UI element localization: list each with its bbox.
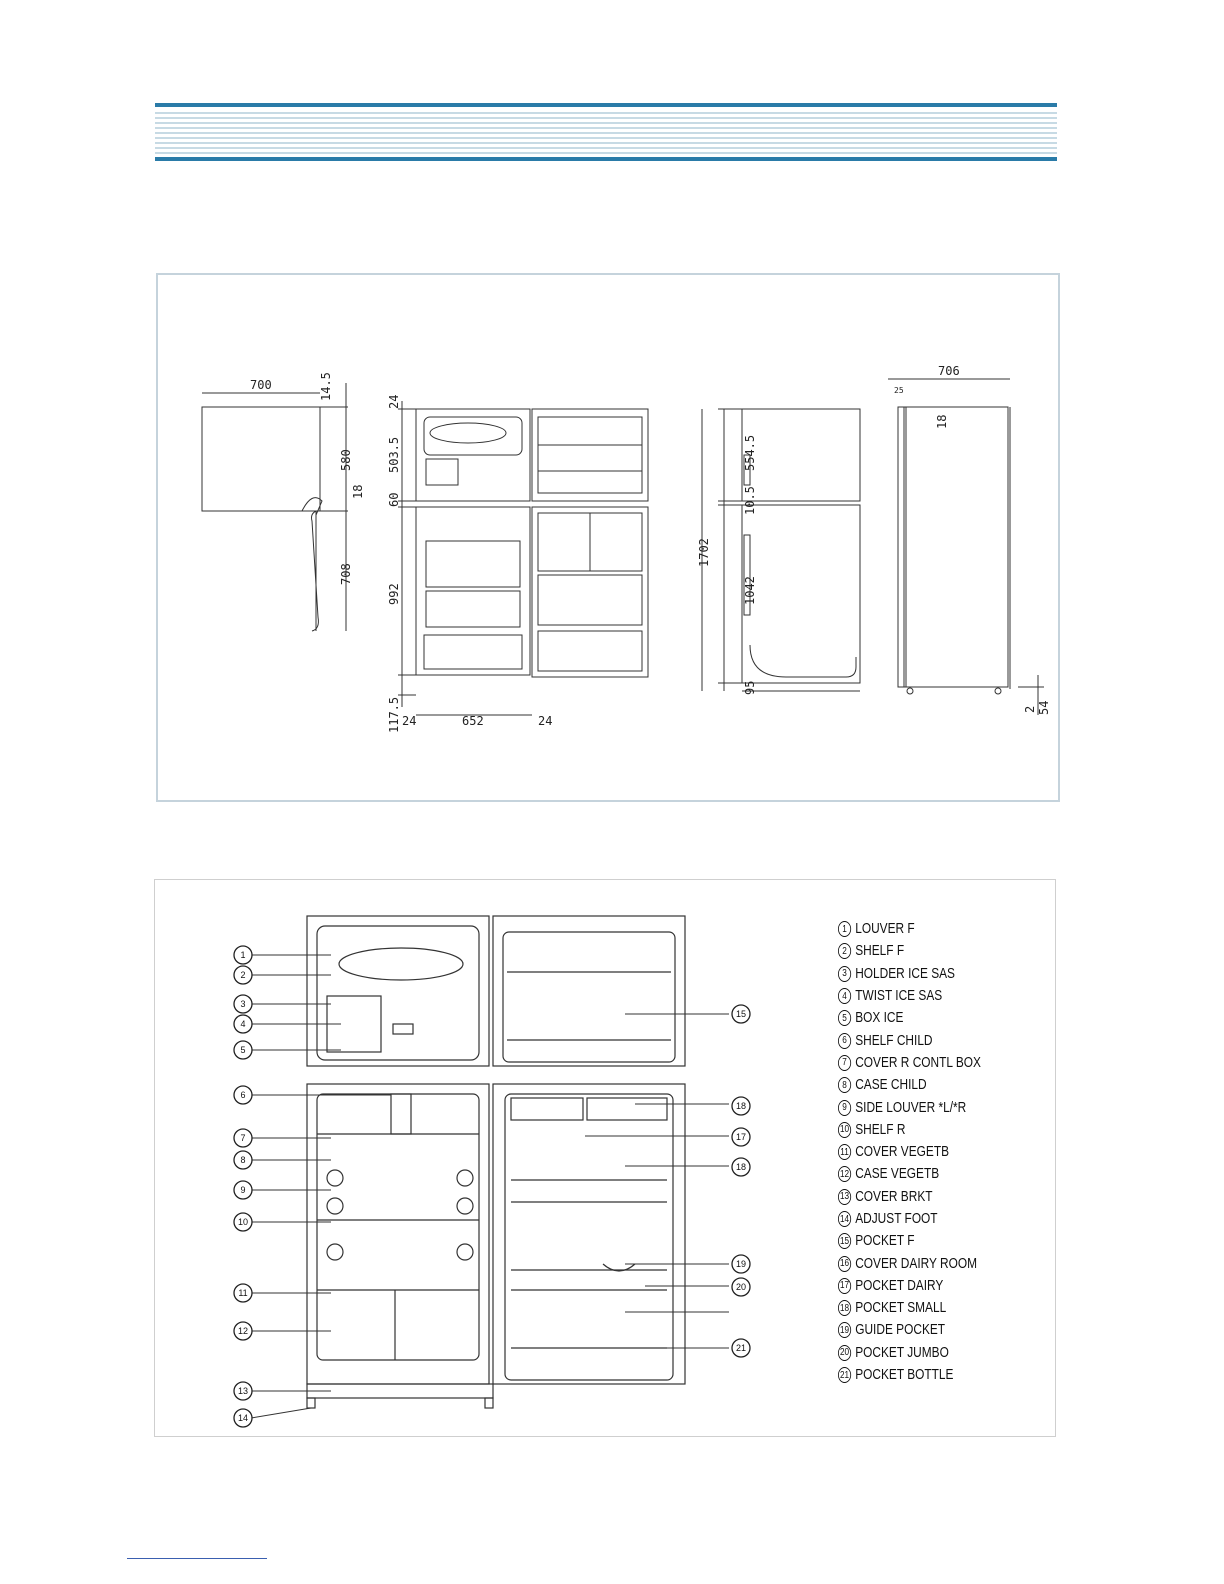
- legend-label: CASE VEGETB: [855, 1166, 940, 1183]
- callout-9: 9: [240, 1185, 246, 1195]
- dim-side-base: 95: [743, 680, 757, 695]
- callout-3: 3: [240, 999, 246, 1009]
- callout-19: 19: [735, 1259, 747, 1269]
- legend-label: POCKET F: [855, 1233, 915, 1250]
- legend-label: LOUVER F: [855, 921, 915, 938]
- callout-12: 12: [237, 1326, 249, 1336]
- legend-item: [838, 918, 1002, 940]
- legend-label: COVER VEGETB: [855, 1144, 950, 1161]
- legend-number: 15: [838, 1233, 851, 1249]
- dim-top-depth: 580: [339, 449, 353, 471]
- dim-side-gap: 10.5: [743, 486, 757, 515]
- legend-item: [838, 1163, 1002, 1185]
- dim-front-middle: 60: [387, 492, 401, 507]
- legend-label: GUIDE POCKET: [855, 1322, 946, 1339]
- dim-rear-offset: 25: [894, 386, 904, 395]
- legend-item: [838, 1364, 1002, 1386]
- dim-front-top: 24: [387, 394, 401, 409]
- callout-1: 1: [240, 950, 246, 960]
- legend-item: [838, 1096, 1002, 1118]
- legend-item: [838, 1230, 1002, 1252]
- dim-side-freezer-door: 554.5: [743, 434, 757, 471]
- callout-20: 20: [735, 1282, 747, 1292]
- legend-number: 21: [838, 1367, 851, 1383]
- callout-14: 14: [237, 1413, 249, 1423]
- legend-item: [838, 1074, 1002, 1096]
- legend-number: 6: [838, 1033, 851, 1049]
- legend-number: 20: [838, 1345, 851, 1361]
- legend-label: COVER DAIRY ROOM: [855, 1255, 978, 1272]
- callout-7: 7: [240, 1133, 246, 1143]
- legend-label: COVER BRKT: [855, 1188, 933, 1205]
- legend-number: 5: [838, 1010, 851, 1026]
- callout-11: 11: [238, 1288, 248, 1298]
- callout-2: 2: [240, 970, 246, 980]
- callout-15: 15: [735, 1009, 747, 1019]
- callout-17: 17: [735, 1132, 747, 1142]
- legend-item: [838, 1119, 1002, 1141]
- dim-top-door-gap: 18: [351, 484, 365, 499]
- legend-label: ADJUST FOOT: [855, 1211, 938, 1227]
- legend-number: 10: [838, 1122, 851, 1138]
- callout-18b: 18: [735, 1162, 747, 1172]
- dim-side-total: 1702: [697, 538, 711, 567]
- legend-label: SIDE LOUVER *L/*R: [855, 1099, 967, 1116]
- legend-number: 4: [838, 988, 851, 1004]
- dim-rear-foot-b: 54: [1037, 700, 1051, 715]
- legend-label: TWIST ICE SAS: [855, 988, 943, 1005]
- legend-number: 13: [838, 1189, 851, 1205]
- legend-item: [838, 1052, 1002, 1074]
- dim-front-freezer: 503.5: [387, 436, 401, 473]
- dim-front-width: 652: [462, 714, 484, 728]
- dimensions-drawing: [158, 275, 1058, 800]
- legend-label: BOX ICE: [855, 1010, 904, 1027]
- footer-rule: [127, 1558, 267, 1559]
- legend-number: 11: [838, 1144, 851, 1160]
- legend-item: [838, 1319, 1002, 1341]
- dim-front-base: 117.5: [387, 696, 401, 733]
- callout-10: 10: [237, 1217, 249, 1227]
- legend-label: HOLDER ICE SAS: [855, 965, 955, 982]
- callout-18a: 18: [735, 1101, 747, 1111]
- legend-number: 9: [838, 1100, 851, 1116]
- dim-front-side-left: 24: [402, 714, 417, 728]
- legend-label: POCKET BOTTLE: [855, 1367, 954, 1384]
- dim-top-width: 700: [250, 378, 272, 392]
- dim-rear-top-gap: 18: [935, 414, 949, 429]
- legend-number: 12: [838, 1166, 851, 1182]
- legend-number: 1: [838, 921, 851, 937]
- callout-4: 4: [240, 1019, 246, 1029]
- legend-item: [838, 1186, 1002, 1208]
- legend-item: [838, 1208, 1002, 1230]
- callout-8: 8: [240, 1155, 246, 1165]
- legend-label: CASE CHILD: [855, 1077, 927, 1094]
- legend-number: 14: [838, 1211, 851, 1227]
- legend-label: SHELF F: [855, 943, 905, 960]
- legend-item: [838, 1297, 1002, 1319]
- legend-label: SHELF CHILD: [855, 1032, 933, 1049]
- dim-rear-depth: 706: [938, 364, 960, 378]
- legend-number: 3: [838, 966, 851, 982]
- callout-13: 13: [237, 1386, 249, 1396]
- legend-number: 19: [838, 1322, 851, 1338]
- legend-item: [838, 985, 1002, 1007]
- legend-label: COVER R CONTL BOX: [855, 1054, 981, 1071]
- dim-top-door-depth: 708: [339, 563, 353, 585]
- legend-number: 7: [838, 1055, 851, 1071]
- legend-item: [838, 963, 1002, 985]
- legend-item: [838, 1252, 1002, 1274]
- dimensions-panel: [156, 273, 1060, 802]
- legend-number: 8: [838, 1077, 851, 1093]
- callout-6: 6: [240, 1090, 246, 1100]
- dim-rear-foot-a: 2: [1023, 705, 1037, 713]
- legend-label: POCKET SMALL: [855, 1300, 947, 1317]
- legend-item: [838, 1275, 1002, 1297]
- callout-21: 21: [735, 1343, 747, 1353]
- section-header-bar: [155, 103, 1057, 161]
- dim-front-fridge: 992: [387, 583, 401, 605]
- dim-side-fridge-door: 1042: [743, 576, 757, 605]
- dim-front-side-right: 24: [538, 714, 553, 728]
- legend-item: [838, 1007, 1002, 1029]
- parts-legend: [838, 918, 1038, 1386]
- legend-label: POCKET DAIRY: [855, 1277, 944, 1294]
- parts-drawing: [155, 880, 815, 1436]
- legend-label: POCKET JUMBO: [855, 1344, 949, 1361]
- legend-number: 2: [838, 943, 851, 959]
- legend-label: SHELF R: [855, 1121, 906, 1138]
- legend-number: 17: [838, 1278, 851, 1294]
- legend-item: [838, 1029, 1002, 1051]
- legend-number: 16: [838, 1256, 851, 1272]
- dim-top-offset: 14.5: [319, 372, 333, 401]
- legend-number: 18: [838, 1300, 851, 1316]
- legend-item: [838, 1141, 1002, 1163]
- legend-item: [838, 940, 1002, 962]
- legend-item: [838, 1342, 1002, 1364]
- callout-5: 5: [240, 1045, 246, 1055]
